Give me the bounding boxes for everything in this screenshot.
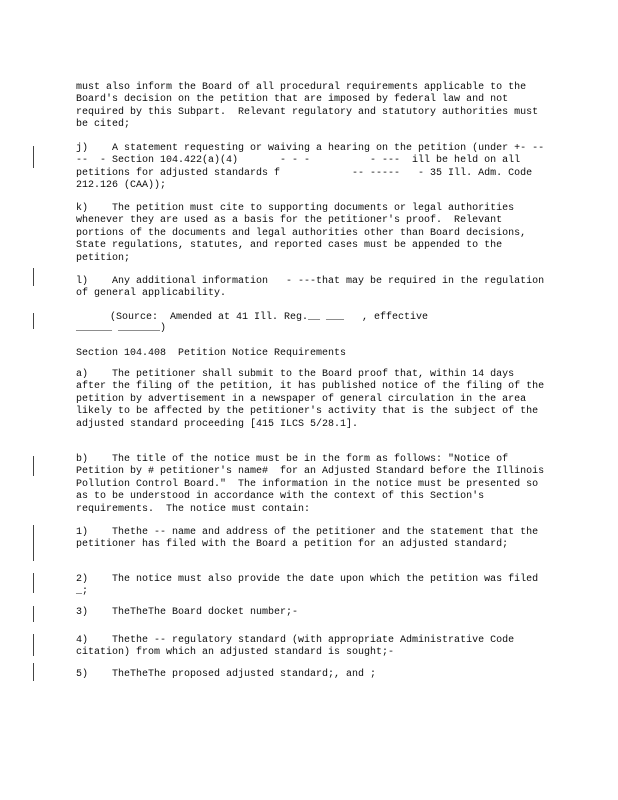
paragraph-a: a) The petitioner shall submit to the Board proof that, within 14 days after the filing of the petition, it has published notice of the filing of the petition by advertisement in a newspaper of general circulation in the area likely to be affected by the petitioner's activity that is the subject of the adjusted standard proceeding [415 ILCS 5/28.1].	[76, 369, 551, 430]
paragraph-k: k) The petition must cite to supporting documents or legal authorities whenever they are used as a basis for the petitioner's proof. Relevant portions of the documents and legal authorities other than Board decisions, State regulations, statutes, and reported cases must be appended to the petition;	[76, 203, 533, 264]
revision-bar	[33, 634, 34, 656]
revision-bar	[33, 456, 34, 476]
revision-bar	[33, 573, 34, 593]
revision-bar	[33, 606, 34, 622]
paragraph-j: j) A statement requesting or waiving a hearing on the petition (under +- ---- - Section 104.422(a)(4) - - - - --- ill be held on all petitions for adjusted standards f -- ----- - 35 Ill. Adm. Code 212.126 (CAA));	[76, 143, 545, 192]
item-2: 2) The notice must also provide the date upon which the petition was filed _;	[76, 574, 545, 598]
revision-bar	[33, 663, 34, 681]
revision-bar	[33, 146, 34, 168]
item-3: 3) TheTheThe Board docket number;-	[76, 607, 299, 618]
item-4: 4) Thethe -- regulatory standard (with appropriate Administrative Code citation) from which an adjusted standard is sought;-	[76, 635, 521, 659]
paragraph-i-continuation: must also inform the Board of all procedural requirements applicable to the Board's decision on the petition that are imposed by federal law and not required by this Subpart. Relevant regulatory and statutory authorities must be cited;	[76, 82, 545, 131]
section-heading: Section 104.408 Petition Notice Requirements	[76, 348, 347, 359]
item-1: 1) Thethe -- name and address of the petitioner and the statement that the petitioner has filed with the Board a petition for an adjusted standard;	[76, 527, 545, 551]
source-note-line-2: ______ _______)	[76, 323, 167, 334]
item-5: 5) TheTheThe proposed adjusted standard;, and ;	[76, 669, 377, 680]
revision-bar	[33, 268, 34, 286]
revision-bar	[33, 313, 34, 329]
source-note-line-1: (Source: Amended at 41 Ill. Reg.__ ___ , effective	[110, 312, 429, 323]
paragraph-b: b) The title of the notice must be in the form as follows: "Notice of Petition by # petitioner's name# for an Adjusted Standard before the Illinois Pollution Control Board." The information in the notice must be presented so as to be understood in accordance with the context of this Section's requirements. The notice must contain:	[76, 454, 551, 515]
revision-bar	[33, 525, 34, 561]
paragraph-l: l) Any additional information - ---that may be required in the regulation of general applicability.	[76, 276, 551, 300]
